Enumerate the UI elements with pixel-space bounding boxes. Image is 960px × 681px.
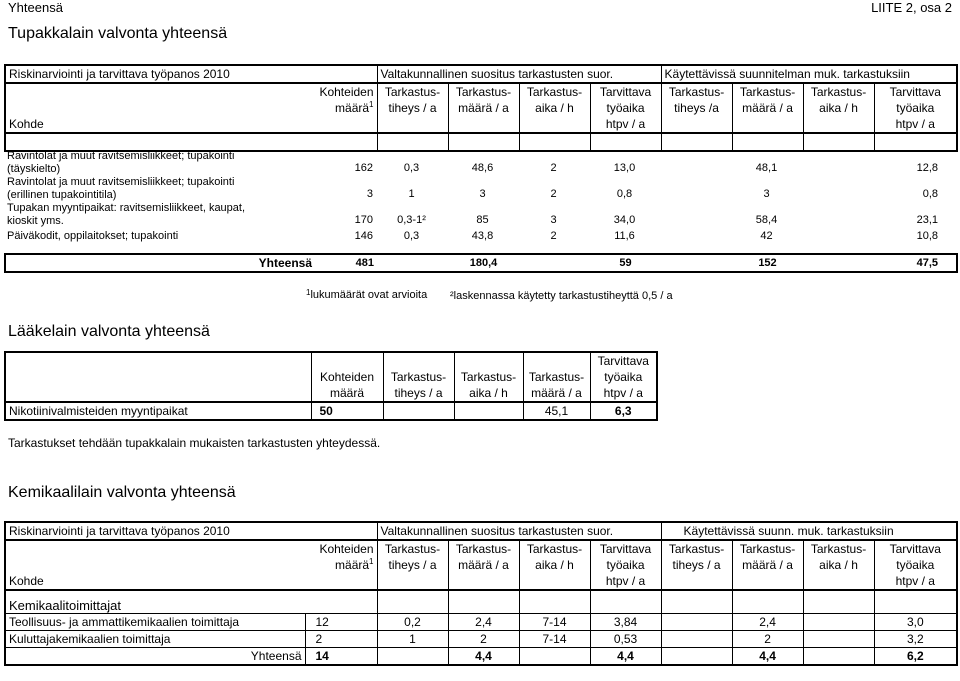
cell: 11,6 [614, 229, 635, 242]
table-row [5, 631, 957, 648]
column-header-row-1 [5, 83, 957, 100]
row-label: Tupakan myyntipaikat: ravitsemisliikkeet, kaupat, kioskit yms. [7, 202, 246, 227]
cell [803, 648, 874, 666]
col-header: Tarkastus- [661, 83, 732, 100]
cell: 2,4 [448, 614, 519, 631]
cell [519, 648, 590, 666]
cell: 2 [550, 188, 557, 200]
cell [802, 176, 873, 202]
cell [660, 202, 731, 228]
table-title-row [5, 522, 957, 540]
cell: 13,0 [613, 162, 636, 174]
col-header: tiheys / a [383, 385, 454, 402]
col-header: Tarvittava [590, 83, 661, 100]
cell: 146 [354, 229, 373, 242]
total-row [5, 254, 957, 272]
cell: 2 [448, 631, 519, 648]
cell: 7-14 [519, 614, 590, 631]
cell [802, 228, 873, 244]
col-header: tiheys / a [377, 100, 448, 116]
col-header: tiheys /a [661, 100, 732, 116]
col-header: määrä / a [523, 385, 590, 402]
cell: 47,5 [916, 256, 938, 269]
cell: 48,6 [471, 162, 494, 174]
col-header: aika / h [519, 557, 590, 573]
cell [661, 648, 732, 666]
medicine-table [4, 351, 658, 421]
col-header: Tarkastus- [732, 83, 803, 100]
cell [802, 202, 873, 228]
row-label: Ravintolat ja muut ravitsemisliikkeet; tupakointi (täyskielto) [7, 150, 235, 175]
cell: 152 [758, 256, 777, 269]
tobacco-section-title: Tupakkalain valvonta yhteensä [8, 25, 228, 42]
col-header: Tarvittava [590, 352, 657, 369]
column-header-row-2 [5, 557, 957, 573]
cell: 481 [355, 256, 374, 269]
table-row [4, 150, 956, 176]
column-header-row-3 [5, 573, 957, 590]
column-header-row-1 [5, 540, 957, 557]
cell [660, 150, 731, 176]
cell: 42 [760, 229, 773, 242]
cell: 12 [305, 614, 377, 631]
col-header: tiheys / a [661, 557, 732, 573]
column-header-row-3 [5, 116, 957, 133]
cell [660, 176, 731, 202]
col-header: aika / h [454, 385, 523, 402]
cell: 3 [763, 188, 770, 200]
table-row [4, 176, 956, 202]
cell: 3,2 [874, 631, 957, 648]
col-header: työaika [590, 557, 661, 573]
cell: 1 [377, 631, 448, 648]
cell [519, 254, 590, 272]
column-header-row-2 [5, 385, 657, 402]
plan-header: Käytettävissä suunnitelman muk. tarkastuksiin [661, 65, 957, 83]
col-header: Tarkastus- [377, 540, 448, 557]
col-header: aika / h [519, 100, 590, 116]
column-header-row-1 [5, 369, 657, 385]
row-label: Kuluttajakemikaalien toimittaja [9, 631, 171, 646]
col-header: määrä / a [732, 557, 803, 573]
group-row [5, 590, 957, 614]
total-label: Yhteensä [250, 648, 302, 663]
tobacco-total-table [4, 253, 958, 273]
col-header: määrä / a [448, 100, 519, 116]
col-header: htpv / a [590, 573, 661, 590]
cell [660, 228, 731, 244]
table-row [5, 402, 657, 420]
table-row [4, 228, 956, 244]
col-header: työaika [874, 557, 957, 573]
col-header: työaika [590, 369, 657, 385]
cell: 0,2 [377, 614, 448, 631]
footnote-2: ²laskennassa käytetty tarkastustiheyttä 0,5 / a [450, 290, 673, 302]
column-header-row-2 [5, 100, 957, 116]
cell: 0,8 [616, 188, 633, 200]
col-header: htpv / a [590, 385, 657, 402]
col-header: htpv / a [874, 116, 957, 133]
cell: 14 [305, 648, 377, 666]
row-label: Nikotiinivalmisteiden myyntipaikat [9, 403, 188, 418]
kohde-label: Kohde [9, 573, 44, 588]
col-header: Tarvittava [874, 83, 957, 100]
chemical-section-title: Kemikaalilain valvonta yhteensä [8, 484, 236, 501]
cell: 4,4 [732, 648, 803, 666]
cell: 45,1 [523, 402, 590, 420]
col-header: määrä / a [448, 557, 519, 573]
tobacco-data-table [4, 150, 956, 244]
cell: 2 [305, 631, 377, 648]
col-header: Tarvittava [874, 540, 957, 557]
cell [803, 631, 874, 648]
cell [377, 648, 448, 666]
cell: 1 [408, 188, 415, 200]
cell: 4,4 [448, 648, 519, 666]
col-header: Kohteiden [319, 541, 374, 556]
col-header: Tarkastus- [383, 369, 454, 385]
col-header: Tarkastus- [519, 540, 590, 557]
col-header: Tarkastus- [448, 540, 519, 557]
col-header: Tarkastus- [661, 540, 732, 557]
chemical-table [4, 521, 958, 666]
col-header: htpv / a [874, 573, 957, 590]
cell: 3,84 [590, 614, 661, 631]
risk-title: Riskinarviointi ja tarvittava työpanos 2010 [9, 523, 230, 538]
col-header: määrä$^1$ [335, 557, 374, 572]
column-header-row-0 [5, 352, 657, 369]
cell [661, 614, 732, 631]
cell: 2 [732, 631, 803, 648]
cell: 3 [479, 188, 486, 200]
cell: 3 [366, 188, 373, 200]
cell: 3,0 [874, 614, 957, 631]
total-label: Yhteensä [258, 255, 312, 270]
cell: 162 [354, 162, 373, 174]
cell: 2 [550, 229, 557, 242]
cell: 85 [476, 214, 489, 226]
col-header: aika / h [803, 100, 874, 116]
col-header: määrä [311, 385, 383, 402]
national-header: Valtakunnallinen suositus tarkastusten suor. [377, 522, 661, 540]
cell: 59 [619, 256, 632, 269]
total-row [5, 648, 957, 666]
page-header-right: LIITE 2, osa 2 [871, 0, 952, 15]
table-row [4, 202, 956, 228]
national-header: Valtakunnallinen suositus tarkastusten suor. [377, 65, 661, 83]
col-header: määrä / a [732, 100, 803, 116]
col-header: Kohteiden [319, 84, 374, 99]
cell: 48,1 [755, 162, 778, 174]
cell: 0,3 [403, 229, 420, 242]
col-header: htpv / a [590, 116, 661, 133]
cell: 0,3-1² [397, 214, 426, 226]
cell: 12,8 [916, 162, 938, 174]
cell [661, 631, 732, 648]
cell [383, 402, 454, 420]
col-header: Tarkastus- [803, 83, 874, 100]
row-label: Päiväkodit, oppilaitokset; tupakointi [7, 229, 179, 242]
cell: 0,53 [590, 631, 661, 648]
cell: 23,1 [916, 214, 938, 226]
cell: 34,0 [613, 214, 636, 226]
cell: 6,2 [874, 648, 957, 666]
col-header: Tarkastus- [732, 540, 803, 557]
footnote-1: $^1$lukumäärät ovat arvioita [306, 288, 428, 301]
tobacco-risk-table [4, 64, 958, 152]
col-header: Tarkastus- [448, 83, 519, 100]
cell [661, 254, 732, 272]
cell: 50 [311, 402, 383, 420]
col-header: määrä$^1$ [335, 100, 374, 115]
col-header: Kohteiden [311, 369, 383, 385]
cell: 6,3 [590, 402, 657, 420]
cell: 58,4 [755, 214, 778, 226]
cell [802, 150, 873, 176]
cell [803, 614, 874, 631]
col-header: tiheys / a [377, 557, 448, 573]
plan-header: Käytettävissä suunn. muk. tarkastuksiin [661, 522, 957, 540]
cell [454, 402, 523, 420]
cell: 180,4 [469, 256, 498, 269]
cell: 7-14 [519, 631, 590, 648]
medicine-note: Tarkastukset tehdään tupakkalain mukaisten tarkastusten yhteydessä. [8, 436, 381, 450]
cell: 2 [550, 162, 557, 174]
col-header: Tarkastus- [523, 369, 590, 385]
page-header-left: Yhteensä [8, 0, 63, 15]
cell: 170 [354, 214, 373, 226]
medicine-section-title: Lääkelain valvonta yhteensä [8, 323, 210, 340]
col-header: Tarkastus- [377, 83, 448, 100]
cell: 3 [550, 214, 557, 226]
cell [377, 254, 448, 272]
row-label: Ravintolat ja muut ravitsemisliikkeet; tupakointi (erillinen tupakointitila) [7, 176, 235, 201]
col-header: työaika [590, 100, 661, 116]
cell: 0,3 [403, 162, 420, 174]
col-header: Tarkastus- [454, 369, 523, 385]
risk-title: Riskinarviointi ja tarvittava työpanos 2010 [9, 66, 230, 81]
kohde-label: Kohde [9, 116, 44, 131]
cell: 43,8 [471, 229, 494, 242]
table-title-row [5, 65, 957, 83]
cell: 0,8 [922, 188, 938, 200]
cell [803, 254, 874, 272]
cell: 10,8 [916, 229, 938, 242]
col-header: aika / h [803, 557, 874, 573]
row-label: Teollisuus- ja ammattikemikaalien toimittaja [9, 614, 240, 629]
table-row [5, 614, 957, 631]
col-header: Tarvittava [590, 540, 661, 557]
col-header: Tarkastus- [519, 83, 590, 100]
col-header: Tarkastus- [803, 540, 874, 557]
group-label: Kemikaalitoimittajat [9, 598, 121, 613]
cell: 4,4 [590, 648, 661, 666]
cell: 2,4 [732, 614, 803, 631]
col-header: työaika [874, 100, 957, 116]
